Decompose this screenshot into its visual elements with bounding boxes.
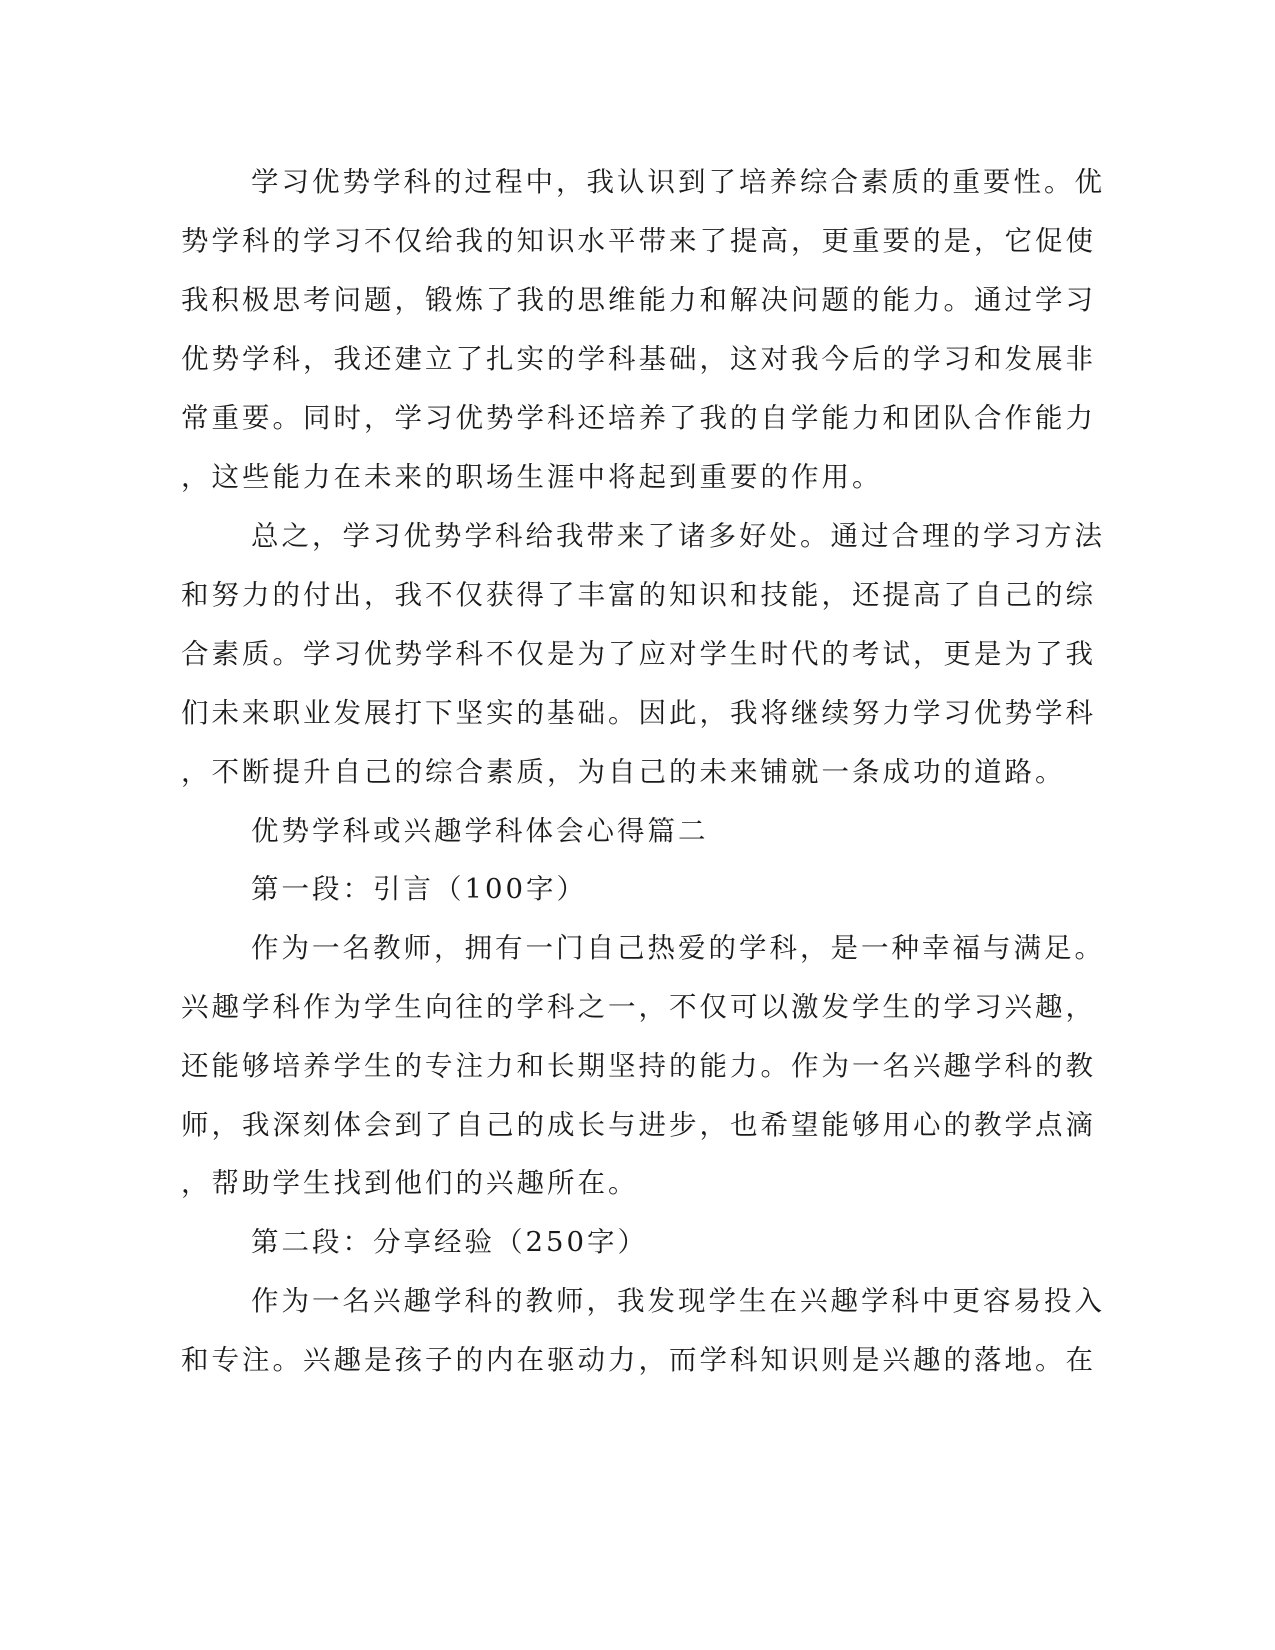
section-heading: 优势学科或兴趣学科体会心得篇二 bbox=[251, 815, 709, 847]
paragraph-line: 还能够培养学生的专注力和长期坚持的能力。作为一名兴趣学科的教 bbox=[181, 1050, 1096, 1082]
paragraph-line: 兴趣学科作为学生向往的学科之一，不仅可以激发学生的学习兴趣， bbox=[181, 991, 1096, 1023]
paragraph-line: ，帮助学生找到他们的兴趣所在。 bbox=[181, 1167, 639, 1199]
paragraph-line: 常重要。同时，学习优势学科还培养了我的自学能力和团队合作能力 bbox=[181, 402, 1096, 434]
section-heading: 第二段：分享经验（250字） bbox=[251, 1226, 648, 1258]
paragraph-line: 和专注。兴趣是孩子的内在驱动力，而学科知识则是兴趣的落地。在 bbox=[181, 1344, 1096, 1376]
paragraph-line: 合素质。学习优势学科不仅是为了应对学生时代的考试，更是为了我 bbox=[181, 638, 1096, 670]
paragraph-line: ，不断提升自己的综合素质，为自己的未来铺就一条成功的道路。 bbox=[181, 756, 1066, 788]
paragraph-line: 总之，学习优势学科给我带来了诸多好处。通过合理的学习方法 bbox=[251, 520, 1105, 552]
paragraph-line: 师，我深刻体会到了自己的成长与进步，也希望能够用心的教学点滴 bbox=[181, 1109, 1096, 1141]
paragraph-line: 优势学科，我还建立了扎实的学科基础，这对我今后的学习和发展非 bbox=[181, 343, 1096, 375]
paragraph-line: 作为一名兴趣学科的教师，我发现学生在兴趣学科中更容易投入 bbox=[251, 1285, 1105, 1317]
paragraph-line: 学习优势学科的过程中，我认识到了培养综合素质的重要性。优 bbox=[251, 166, 1105, 198]
paragraph-line: 我积极思考问题，锻炼了我的思维能力和解决问题的能力。通过学习 bbox=[181, 284, 1096, 316]
section-heading: 第一段：引言（100字） bbox=[251, 873, 587, 905]
paragraph-line: 势学科的学习不仅给我的知识水平带来了提高，更重要的是，它促使 bbox=[181, 225, 1096, 257]
paragraph-line: 和努力的付出，我不仅获得了丰富的知识和技能，还提高了自己的综 bbox=[181, 579, 1096, 611]
paragraph-line: 们未来职业发展打下坚实的基础。因此，我将继续努力学习优势学科 bbox=[181, 697, 1096, 729]
paragraph-line: 作为一名教师，拥有一门自己热爱的学科，是一种幸福与满足。 bbox=[251, 932, 1105, 964]
paragraph-line: ，这些能力在未来的职场生涯中将起到重要的作用。 bbox=[181, 461, 883, 493]
